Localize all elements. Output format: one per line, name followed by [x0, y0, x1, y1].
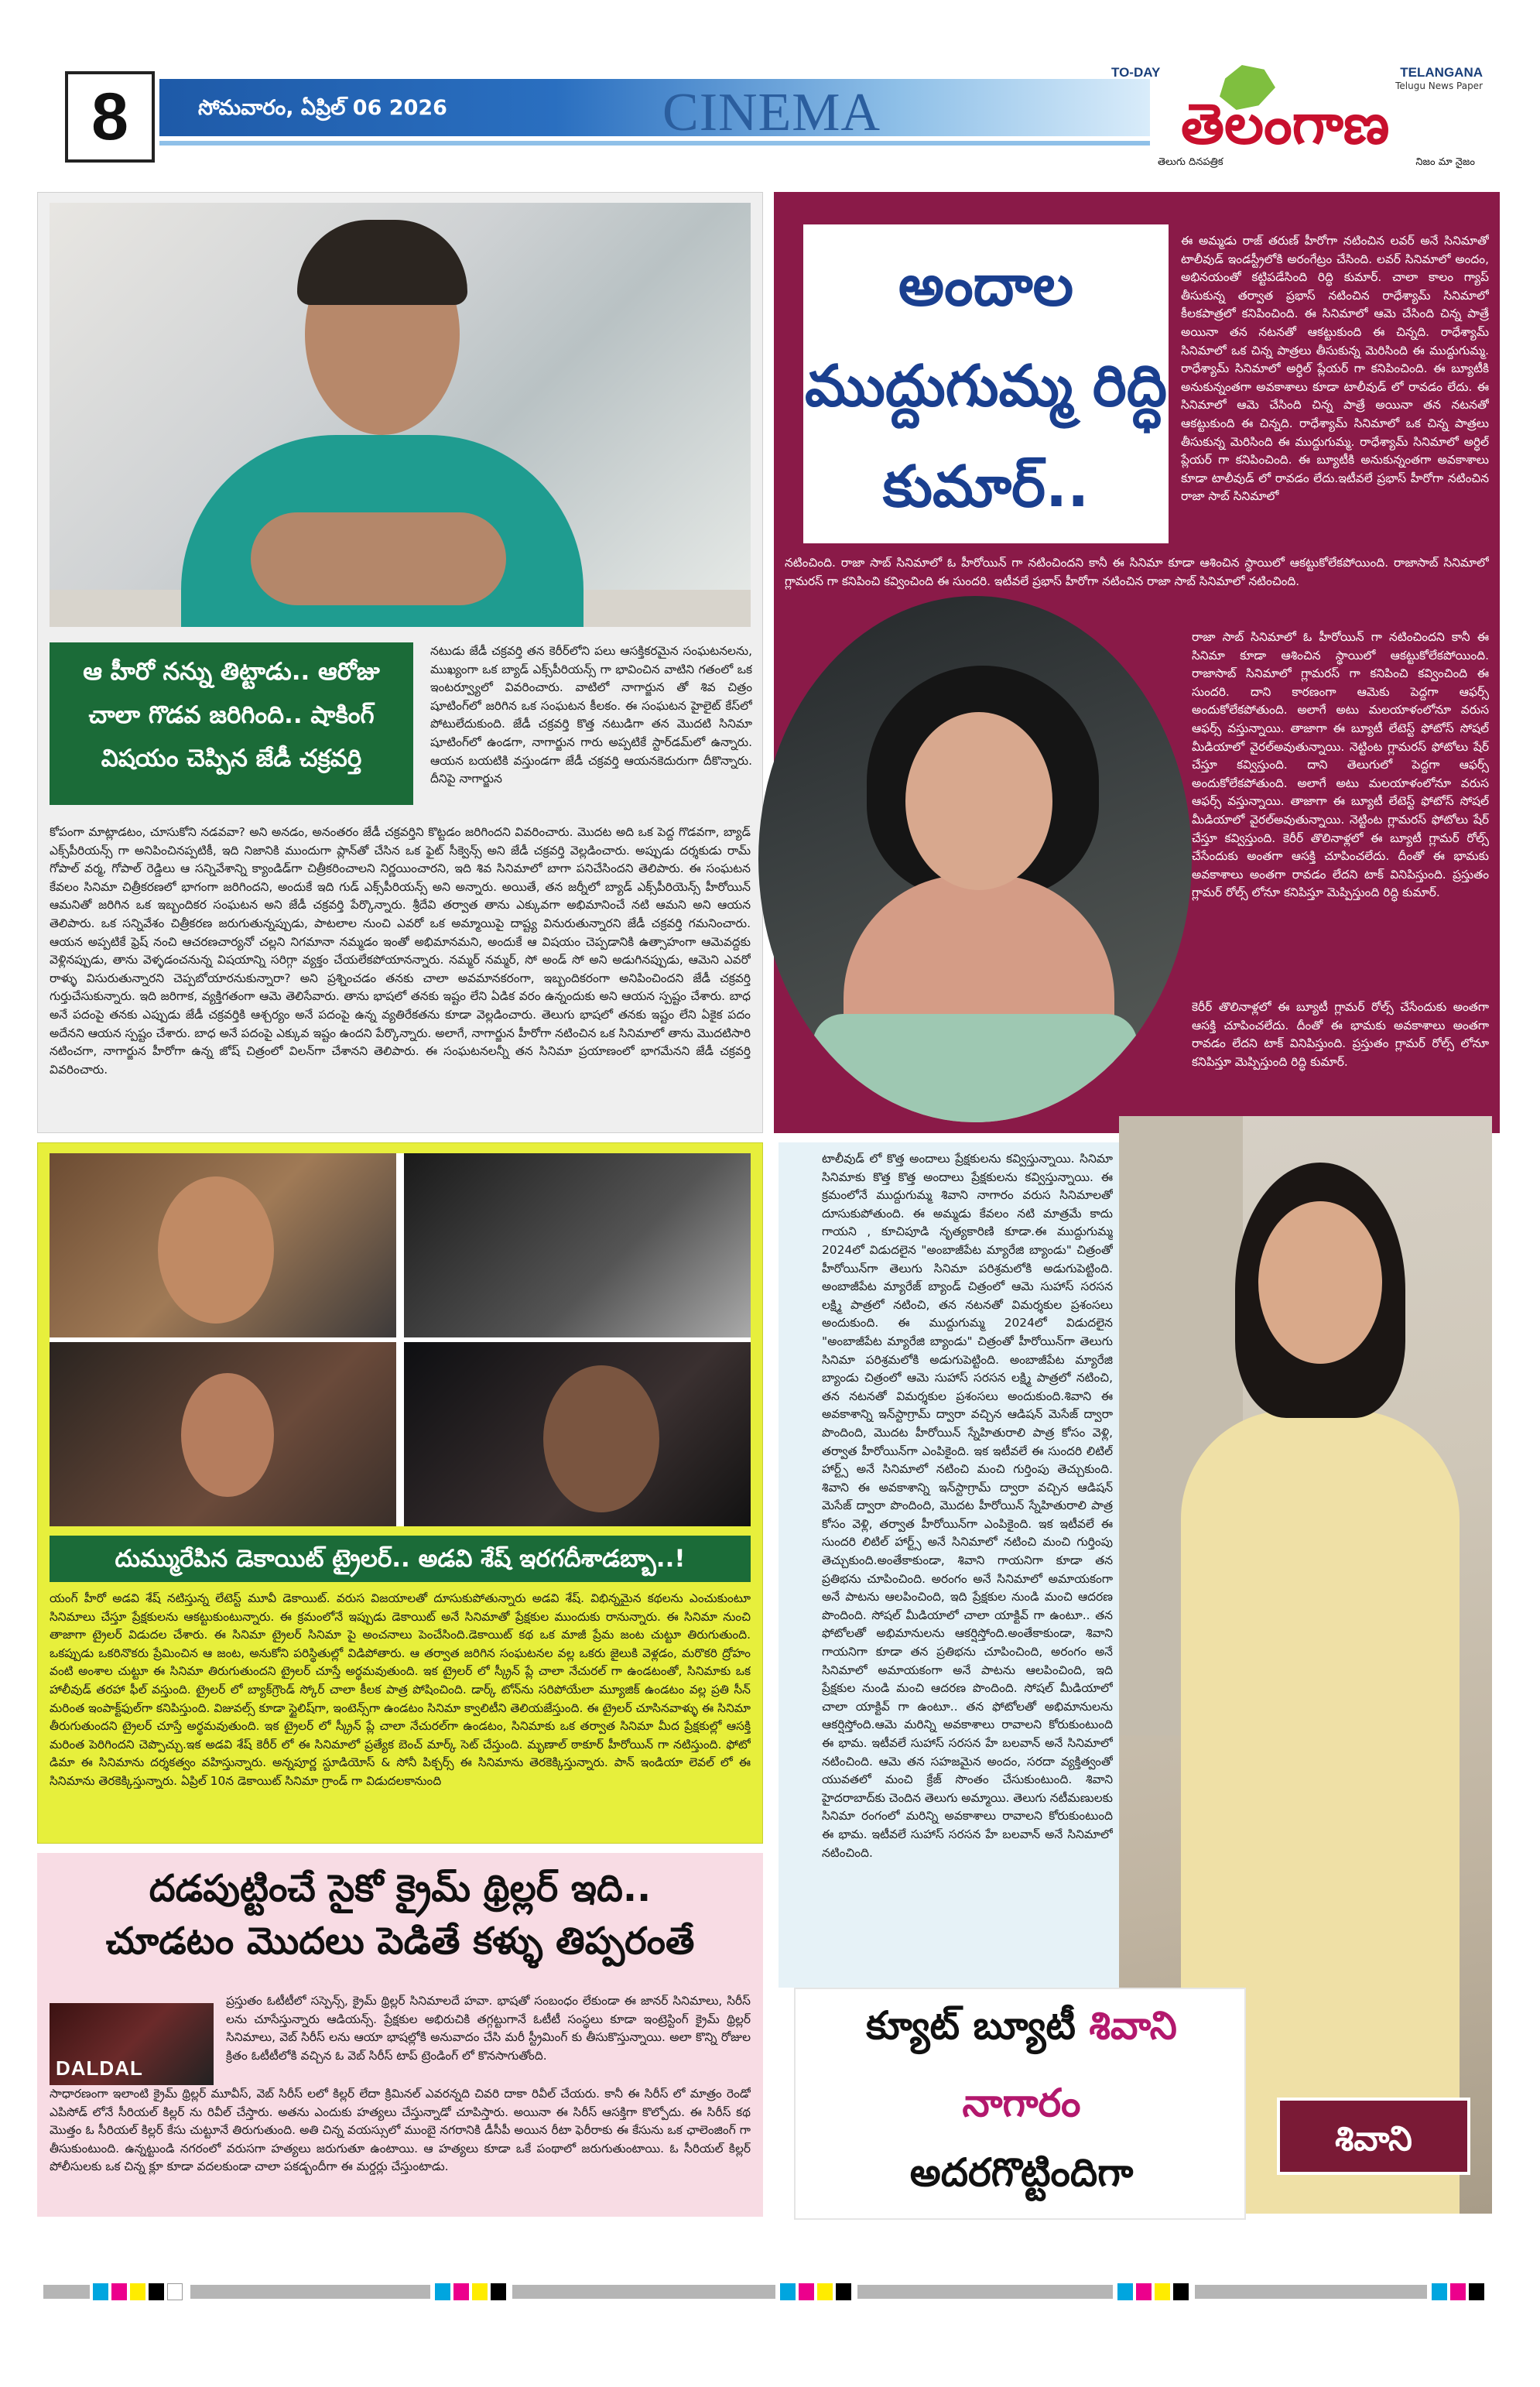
- article-riddhi-col2: రాజా సాబ్ సినిమాలో ఓ హీరోయిన్ గా నటించిందని కానీ ఈ సినిమా కూడా ఆశించిన స్థాయిలో ఆకట్టుకోలేకపోయింది. రాజాసాబ్ సినిమాలో గ్లామరస్ గా కనిపించి కవ్వించింది ఈ సుందరి. దాని కారణంగా ఆమెకు పెద్దగా ఆఫర్స్ అందుకోలేకపోతుంది. అలాగే అటు మలయాళంలోనూ వరుస ఆఫర్స్ వస్తున్నాయి. తాజాగా ఈ బ్యూటీ లేటెస్ట్ ఫోటోస్ సోషల్ మీడియాలో వైరల్‌అవుతున్నాయి. నెట్టింట గ్లామరస్ ఫోటోలు షేర్ చేస్తూ కవ్విస్తుంది. దాని తెలుగులో పెద్దగా ఆఫర్స్ అందుకోలేకపోతుంది. అలాగే అటు మలయాళంలోనూ వరుస ఆఫర్స్ వస్తున్నాయి. తాజాగా ఈ బ్యూటీ లేటెస్ట్ ఫోటోస్ సోషల్ మీడియాలో వైరల్‌అవుతున్నాయి. నెట్టింట గ్లామరస్ ఫోటోలు షేర్ చేస్తూ కవ్విస్తుంది. కెరీర్ తొలినాళ్లలో ఈ బ్యూటీ గ్లామర్ రోల్స్ చేసేందుకు అంతగా ఆసక్తి చూపించలేదు. దీంతో ఈ భామకు అవకాశాలు అంతగా రావడం లేదని టాక్ వినిపిస్తుంది. ప్రస్తుతం గ్లామర్ రోల్స్ లోనూ కనిపిస్తూ మెప్పిస్తుంది రిద్ధి కుమార్.: [1192, 630, 1489, 900]
- swatch-yellow: [817, 2283, 833, 2300]
- swatch-yellow: [472, 2283, 488, 2300]
- daldal-poster: [50, 2003, 214, 2085]
- swatch-black: [836, 2283, 851, 2300]
- swatch-cyan: [1117, 2283, 1133, 2300]
- poster-label: DALDAL: [56, 2057, 143, 2080]
- logo-telangana: TELANGANA: [1400, 65, 1483, 80]
- jd-chakravarthy-photo: [50, 203, 751, 627]
- article-dacoit-body: యంగ్ హీరో అడవి శేష్ నటిస్తున్న లేటెస్ట్ మూవీ డెకాయిట్. వరుస విజయాలతో దూసుకుపోతున్నారు అడవి శేష్. విభిన్నమైన కథలను ఎంచుకుంటూ సినిమాలు చేస్తూ ప్రేక్షకులను ఆకట్టుకుంటున్నారు. ఈ క్రమంలోనే ఇప్పుడు డెకాయిట్ అనే సినిమాతో ప్రేక్షకుల ముందుకు రానున్నారు. ఈ సినిమా నుంచి తాజాగా ట్రైలర్ విడుదల చేశారు. ఈ సినిమా ట్రైలర్ సినిమా పై అంచనాలు పెంచేసింది.డెకాయిట్ కథ ఒక మాజీ ప్రేమ జంట చుట్టూ తిరుగుతుంది. ఒకప్పుడు ఒకరినొకరు ప్రేమించిన ఆ జంట, అనుకోని పరిస్థితుల్లో విడిపోతారు. ఆ తర్వాత జరిగిన సంఘటనల వల్ల ఒకరు జైలుకి వెళ్లడం, మరొకరి ద్రోహం వంటి అంశాల చుట్టూ ఈ సినిమా తిరుగుతుందని ట్రైలర్ చూస్తే అర్థమవుతుంది. ఇక ట్రైలర్ లో స్క్రీన్ ప్లే చాలా నేచురల్ గా ఉండటంతో, సినిమాకు ఒక హాలీవుడ్ తరహా ఫీల్ వస్తుంది. ట్రైలర్ లో బ్యాక్‌గ్రౌండ్ స్కోర్ చాలా కీలక పాత్ర పోషించింది. డార్క్ టోన్‌ను సరిపోయేలా మ్యూజిక్ ఉండటం వల్ల ప్రతి సీన్ మరింత ఇంపాక్ట్‌ఫుల్‌గా కనిపిస్తుంది. విజువల్స్ కూడా స్టైలిష్‌గా, ఇంటెన్స్‌గా ఉండటం సినిమా క్వాలిటీని తెలియజేస్తుంది. ఈ ట్రైలర్ చూసినవాళ్ళు ఈ సినిమా తీరుగుతుందని ట్రైలర్ చూస్తే అర్థమవుతుంది. ఇక ట్రైలర్ లో స్క్రీన్ ప్లే చాలా నేచురల్‌గా ఉండటం, సినిమాకు ఒక తర్వాత సినిమా మీద ప్రేక్షకుల్లో ఆసక్తి మరింత పెరిగిందని చెప్పొచ్చు.ఇక అడవి శేష్ కెరీర్ లో ఈ సినిమాలో ప్రత్యేక బెంచ్ మార్క్ సెట్ చేస్తుంది. మృణాల్ ఠాకూర్ హీరోయిన్ గా నటిస్తుంది. ఫోటో డిమా ఈ సినిమాను దర్శకత్వం వహిస్తున్నారు. అన్నపూర్ణ స్టూడియోస్ & సోనీ పిక్చర్స్ ఈ సినిమాను తెరకెక్కిస్తున్నారు. పాన్ ఇండియా లెవల్ లో ఈ సినిమాను తెరకెక్కిస్తున్నారు. ఏప్రిల్ 10న డెకాయిట్ సినిమా గ్రాండ్ గా విడుదలకానుంది: [50, 1591, 751, 1788]
- photo-dress: [813, 1014, 1138, 1122]
- dacoit-stills-grid: [50, 1153, 751, 1526]
- shivani-name-badge: శివాని: [1277, 2098, 1470, 2175]
- swatch-magenta: [111, 2283, 127, 2300]
- article-riddhi-wide: నటించింది. రాజా సాబ్ సినిమాలో ఓ హీరోయిన్ గా నటించిందని కానీ ఈ సినిమా కూడా ఆశించిన స్థాయిలో ఆకట్టుకోలేకపోయింది. రాజాసాబ్ సినిమాలో గ్లామరస్ గా కనిపించి కవ్వించింది ఈ సుందరి. ఇటీవలే ప్రభాస్ హీరోగా నటించిన రాజా సాబ్ సినిమాలో నటించింది.: [785, 556, 1489, 588]
- riddhi-kumar-photo: [758, 596, 1192, 1122]
- article-jd-headline: ఆ హీరో నన్ను తిట్టాడు.. ఆరోజు చాలా గొడవ జరిగింది.. షాకింగ్ విషయం చెప్పిన జేడీ చక్రవర్తి: [50, 642, 413, 805]
- swatch-cyan: [93, 2283, 108, 2300]
- register-bar: [190, 2285, 430, 2299]
- title-line-1: [796, 2003, 1247, 2058]
- issue-date: సోమవారం, ఏప్రిల్ 06 2026: [198, 96, 447, 120]
- article-jd-intro: నటుడు జేడీ చక్రవర్తి తన కెరీర్‌లోని పలు ఆసక్తికరమైన సంఘటనలను, ముఖ్యంగా ఒక బ్యాడ్ ఎక్స్‌పీరియన్స్ గా భావించిన వాటిని గతంలో ఒక ఇంటర్వ్యూలో వివరించారు. వాటిలో నాగార్జున తో శివ చిత్రం షూటింగ్‌లో జరిగిన ఒక సంఘటన కీలకం. ఈ సంఘటన హైలైట్ కేస్‌లో పోటులేదుకుంది. జేడీ చక్రవర్తి కొత్త నటుడిగా తన మొదటి సినిమా షూటింగ్‌లో ఉండగా, నాగార్జున గారు అప్పటికే స్టార్‌డమ్‌లో ఉన్నారు. ఆయన బయటికి వస్తుండగా జేడీ చక్రవర్తి ఆయనకెదురుగా దీకొన్నారు. దీనిపై నాగార్జున: [430, 644, 752, 786]
- photo-face: [905, 712, 1052, 890]
- register-bar: [857, 2285, 1113, 2299]
- swatch-magenta: [1450, 2283, 1466, 2300]
- photo-hair: [297, 220, 467, 305]
- headline-line-2: చూడటం మొదలు పెడితే కళ్ళు తిప్పరంతే: [105, 1920, 695, 1963]
- swatch-black: [1469, 2283, 1484, 2300]
- photo-hands: [251, 512, 506, 605]
- newspaper-logo: [1111, 65, 1483, 173]
- dacoit-still-4: [404, 1342, 751, 1526]
- dacoit-still-3: [50, 1342, 396, 1526]
- logo-subtitle: Telugu News Paper: [1395, 80, 1483, 91]
- still-face: [543, 1365, 659, 1512]
- register-bar: [43, 2285, 90, 2299]
- dacoit-still-1: [50, 1153, 396, 1337]
- article-thriller-body: సాధారణంగా ఇలాంటి క్రైమ్ థ్రిల్లర్ మూవీస్, వెబ్ సిరీస్ లలో కిల్లర్ లేదా క్రిమినల్ ఎవరన్నది చివరి దాకా రివీల్ చేయరు. కానీ ఈ సిరీస్ లో మాత్రం రెండో ఎపిసోడ్ లోనే సీరియల్ కిల్లర్ ను రివీల్ చేస్తారు. అతను ఎందుకు హత్యలు చేస్తున్నాడో చూపిస్తారు. అయినా ఈ సిరీస్ ఆసక్తిగా కొల్పోదు. ఈ సిరీస్ కథ మొత్తం ఓ సీరియల్ కిల్లర్ కేసు చుట్టూనే తిరుగుతుంది. అతి చిన్న వయస్సులో ముంబై నగరానికి డీసీపీ అయిన రీటా ఫెరీరాకు ఈ కేసును ఒక ఛాలెంజింగ్ గా తీసుకుంటుంది. ఉన్నట్టుండి నగరంలో వరుసగా హత్యలు జరుగుతూ ఉంటాయి. ఆ హత్యలు కూడా ఒకే పంథాలో జరుగుతుంటాయి. ఓ సీరియల్ కిల్లర్ పోలీసులకు ఒక చిన్న క్లూ కూడా వదలకుండా చాలా పకడ్బందీగా ఈ మర్డర్లు చేస్తుంటాడు.: [50, 2087, 751, 2174]
- swatch-magenta: [1136, 2283, 1152, 2300]
- logo-name: తెలంగాణ: [1181, 91, 1390, 156]
- photo-face: [1258, 1201, 1382, 1364]
- logo-tagline-right: నిజం మా నైజం: [1415, 156, 1475, 168]
- article-thriller-intro: ప్రస్తుతం ఓటీటీలో సస్పెన్స్, క్రైమ్ థ్రిల్లర్ సినిమాలదే హవా. భాషతో సంబంధం లేకుండా ఈ జానర్ సినిమాలు, సిరీస్ లను చూసేస్తున్నారు ఆడియన్స్. ప్రేక్షకుల అభిరుచికి తగ్గట్టుగానే ఓటీటీ సంస్థలు కూడా ఇంట్రెస్టింగ్ క్రైమ్ థ్రిల్లర్ సినిమాలు, వెబ్ సిరీస్ లను ఆయా భాషల్లోకి అనువాదం చేసి మరీ స్ట్రీమింగ్ కు తీసుకొస్తున్నాయి. అలా కొన్ని రోజుల క్రితం ఓటీటీలోకి వచ్చిన ఓ వెబ్ సిరీస్ టాప్ ట్రెండింగ్ లో కొనసాగుతోంది.: [226, 1994, 751, 2063]
- article-thriller-headline: [46, 1862, 754, 1978]
- swatch-cyan: [435, 2283, 450, 2300]
- article-dacoit-headline: దుమ్మురేపిన డెకాయిట్ ట్రైలర్.. అడవి శేష్ ఇరగదీశాడబ్బా..!: [50, 1536, 751, 1582]
- swatch-cyan: [780, 2283, 796, 2300]
- header-underbar: [159, 141, 1150, 146]
- section-title: CINEMA: [662, 83, 881, 142]
- masthead: [43, 65, 1498, 168]
- still-face: [158, 1176, 274, 1324]
- swatch-black: [491, 2283, 506, 2300]
- title-part-1: క్యూట్ బ్యూటీ: [866, 2003, 1090, 2048]
- article-riddhi-title: అందాల ముద్దుగుమ్మ రిద్ధి కుమార్..: [803, 224, 1169, 543]
- logo-tagline-left: తెలుగు దినపత్రిక: [1158, 156, 1223, 168]
- swatch-black: [149, 2283, 164, 2300]
- register-bar: [1195, 2285, 1427, 2299]
- page-number: 8: [65, 71, 155, 163]
- article-shivani-title: [794, 1988, 1246, 2220]
- swatch-white: [167, 2283, 183, 2300]
- swatch-yellow: [1155, 2283, 1170, 2300]
- article-riddhi-col1: ఈ అమ్మడు రాజ్ తరుణ్ హీరోగా నటించిన లవర్ అనే సినిమాతో టాలీవుడ్ ఇండస్ట్రీలోకి అరంగేట్రం చేసింది. లవర్ సినిమాలో అందం, అభినయంతో కట్టిపడేసింది రిద్ధి కుమార్. చాలా కాలం గ్యాప్ తీసుకున్న తర్వాత ప్రభాస్ నటించిన రాధేశ్యామ్ సినిమాలో కీలకపాత్రలో కనిపించింది. ఈ సినిమాలో ఆమె చేసింది చిన్న పాత్రే అయినా తన నటనతో ఆకట్టుకుంది ఈ చిన్నది. రాధేశ్యామ్ సినిమాలో ఒక చిన్న పాత్రలు తీసుకున్న మెరిసింది ఈ ముద్దుగుమ్మ. రాధేశ్యామ్ సినిమాలో అర్ధిల్ ప్లేయర్ గా కనిపించింది. ఈ బ్యూటీకి అనుకున్నంతగా అవకాశాలు కూడా టాలీవుడ్ లో రావడం లేదు. ఈ సినిమాలో ఆమె చేసింది చిన్న పాత్రే అయినా తన నటనతో ఆకట్టుకుంది ఈ చిన్నది. రాధేశ్యామ్ సినిమాలో ఒక చిన్న పాత్రలు తీసుకున్న మెరిసింది ఈ ముద్దుగుమ్మ. రాధేశ్యామ్ సినిమాలో అర్ధిల్ ప్లేయర్ గా కనిపించింది. ఈ బ్యూటీకి అనుకున్నంతగా అవకాశాలు కూడా టాలీవుడ్ లో రావడం లేదు.ఇటీవలే ప్రభాస్ హీరోగా నటించిన రాజా సాబ్ సినిమాలో: [1181, 234, 1489, 504]
- still-face: [181, 1373, 274, 1497]
- swatch-cyan: [1432, 2283, 1447, 2300]
- swatch-yellow: [130, 2283, 145, 2300]
- register-bar: [512, 2285, 775, 2299]
- title-line-2: నాగారం: [962, 2080, 1081, 2125]
- article-shivani-body: టాలీవుడ్ లో కొత్త అందాలు ప్రేక్షకులను కవ్విస్తున్నాయి. సినిమా సినిమాకు కొత్త కొత్త అందాలు ప్రేక్షకులను కవ్విస్తున్నాయి. ఈ క్రమంలోనే ముద్దుగుమ్మ శివాని నాగారం వరుస సినిమాలతో దూసుకుపోతుంది. ఈ అమ్మడు కేవలం నటి మాత్రమే కాదు గాయని , కూచిపూడి నృత్యకారిణి కూడా.ఈ ముద్దుగుమ్మ 2024లో విడుదలైన "అంబాజీపేట మ్యారేజి బ్యాండు" చిత్రంతో హీరోయిన్‌గా తెలుగు సినిమా పరిశ్రమలోకి అడుగుపెట్టింది. అంబాజీపేట మ్యారేజ్ బ్యాండ్ చిత్రంలో ఆమె సుహాస్ సరసన లక్ష్మి పాత్రలో నటించి, తన నటనతో విమర్శకుల ప్రశంసలు అందుకుంది. ఈ ముద్దుగుమ్మ 2024లో విడుదలైన "అంబాజీపేట మ్యారేజి బ్యాండు" చిత్రంతో హీరోయిన్‌గా తెలుగు సినిమా పరిశ్రమలోకి అడుగుపెట్టింది. అంబాజీపేట మ్యారేజి బ్యాండు చిత్రంలో ఆమె సుహాస్ సరసన లక్ష్మి పాత్రలో నటించి, తన నటనతో విమర్శకుల ప్రశంసలు అందుకుంది.శివాని ఈ అవకాశాన్ని ఇన్‌స్టాగ్రామ్ ద్వారా వచ్చిన ఆడిషన్ మెసేజ్ ద్వారా పొందింది, మొదట హీరోయిన్ స్నేహితురాలి పాత్ర కోసం వెళ్లి, తర్వాత హీరోయిన్‌గా ఎంపికైంది. ఇక ఇటీవలే ఈ సుందరి లిటిల్ హార్ట్స్ అనే సినిమాలో నటించి మంచి గుర్తింపు తెచ్చుకుంది. శివాని ఈ అవకాశాన్ని ఇన్‌స్టాగ్రామ్ ద్వారా వచ్చిన ఆడిషన్ మెసేజ్ ద్వారా పొందింది, మొదట హీరోయిన్ స్నేహితురాలి పాత్ర కోసం వెళ్లి, తర్వాత హీరోయిన్‌గా ఎంపికైంది. ఇక ఇటీవలే ఈ సుందరి లిటిల్ హార్ట్స్ అనే సినిమాలో నటించి మంచి గుర్తింపు తెచ్చుకుంది.అంతేకాకుండా, శివాని గాయనిగా కూడా తన ప్రతిభను చూపించింది. అరంగం అనే సినిమాలో అమాయకంగా అనే పాటను ఆలపించింది, ఇది ప్రేక్షకుల నుండి మంచి ఆదరణ పొందింది. సోషల్ మీడియాలో చాలా యాక్టివ్ గా ఉంటూ.. తన ఫోటోలతో అభిమానులను ఆకర్షిస్తోంది.అంతేకాకుండా, శివాని గాయనిగా కూడా తన ప్రతిభను చూపించింది, అరంగం అనే సినిమాలో అమాయకంగా అనే పాటను ఆలపించింది, ఇది ప్రేక్షకుల నుండి మంచి ఆదరణ పొందింది. సోషల్ మీడియాలో చాలా యాక్టివ్ గా ఉంటూ.. తన ఫోటోలతో అభిమానులను ఆకర్షిస్తోంది.ఆమె మరిన్ని అవకాశాలు రావాలని కోరుకుంటుంది ఈ భామ. ఇటీవలే సుహాస్ సరసన హే బలవాన్ అనే సినిమాలో నటించింది. ఆమె తన సహజమైన అందం, సరదా వ్యక్తిత్వంతో యువతలో మంచి క్రేజ్ సొంతం చేసుకుంటుంది. శివాని హైదరాబాద్‌కు చెందిన తెలుగు అమ్మాయి. తెలుగు నటీమణులకు సినిమా రంగంలో మరిన్ని అవకాశాలు రావాలని కోరుకుంటుంది ఈ భామ. ఇటీవలే సుహాస్ సరసన హే బలవాన్ అనే సినిమాలో నటించింది.: [822, 1152, 1113, 1860]
- title-line-3: అదరగొట్టిందిగా: [909, 2150, 1134, 2195]
- print-register-marks: [43, 2282, 1498, 2302]
- logo-today: TO-DAY: [1111, 65, 1161, 80]
- swatch-black: [1173, 2283, 1189, 2300]
- article-riddhi-col3: కెరీర్ తొలినాళ్లలో ఈ బ్యూటీ గ్లామర్ రోల్స్ చేసేందుకు అంతగా ఆసక్తి చూపించలేదు. దీంతో ఈ భామకు అవకాశాలు అంతగా రావడం లేదని టాక్ వినిపిస్తుంది. ప్రస్తుతం గ్లామర్ రోల్స్ లోనూ కనిపిస్తూ మెప్పిస్తుంది రిద్ధి కుమార్.: [1192, 1000, 1489, 1069]
- headline-line-1: దడపుట్టించే సైకో క్రైమ్ థ్రిల్లర్ ఇది..: [149, 1867, 652, 1910]
- dacoit-still-2: [404, 1153, 751, 1337]
- swatch-magenta: [453, 2283, 469, 2300]
- article-jd-body: కోపంగా మాట్లాడటం, చూసుకోని నడవవా? అని అనడం, అనంతరం జేడీ చక్రవర్తిని కొట్టడం జరిగిందని వివరించారు. మొదట అది ఒక పెద్ద గొడవగా, బ్యాడ్ ఎక్స్‌పీరియన్స్ గా అనిపించినప్పటికీ, ఇది నిజానికి ముందుగా ప్లాన్‌తో చేసిన ఒక ఫైట్ సీక్వెన్స్ అని జేడీ చక్రవర్తి వెల్లడించారు. అప్పుడు దర్శకుడు రామ్ గోపాల్ వర్మ, గోపాల్ రెడ్డిలు ఆ సన్నివేశాన్ని క్యాండిడ్‌గా చిత్రీకరించాలని నిర్ణయించారని, ఇది శివ సినిమాలో బాగా పనిచేసిందని తెలిపారు. ఈ సంఘటన కేవలం సినిమా చిత్రీకరణలో భాగంగా జరిగిందని, అందుకే ఇది గుడ్ ఎక్స్‌పీరియన్స్ అని అన్నారు. అయితే, తన జర్నీలో బ్యాడ్ ఎక్స్‌పీరియెన్స్ హీరోయిన్ ఆమనితో జరిగిన ఒక ఇబ్బందికర సంఘటన అని జేడీ చక్రవర్తి పేర్కొన్నారు. శ్రీదేవి తర్వాత తాను ఎక్కువగా అభిమానించే నటి ఆమని అని ఆయన తెలిపారు. ఒక సన్నివేశం చిత్రీకరణ జరుగుతున్నప్పుడు, పాటలాల నుంచి ఎవరో ఒక అమ్మాయిపై దాష్ట్య వినురుతున్నారని జేడీ చక్రవర్తి గమనించారు. ఆయన అప్పటికే ఫ్రెష్ నంచి ఆచరణచార్యనో చల్లని నిగమానా నమ్మడం ఇంతో అభిమానమని, అందుకే ఆ విషయం చెప్పడానికి ఉత్సాహంగా ఆమెవద్దకు వెళ్లినప్పుడు, తాను వెళ్ళడంచనున్న విషయాన్ని సరిగ్గా వ్యక్తం చేయలేకపోయానన్నారు. నమ్మర్ నమ్మర్, సో అండ్ సో అని అడుగినప్పుడు, ఆమెని ఎవరో రాళ్ళు విసురుతున్నారని చెప్పబోయారనుకున్నారా? అని ప్రశ్నించడం తనకు చాలా అవమానకరంగా, ఇబ్బందికరంగా అనిపించిందని జేడీ చక్రవర్తి గుర్తుచేసుకున్నారు. ఇది జరిగాక, వ్యక్తిగతంగా ఆమె తెలిసేవారు. తాను భాషలో తనకు ఇష్టం లేని ఏడిక వరం ఉన్నందుకు అని ఆయన స్పష్టం చేశారు. బాధ అనే పదంపై తనకు ఎప్పుడు జేడీ చక్రవర్తికి ఆశ్చర్యం అనే పదంపై ఉన్న వ్యతిరేకతను కూడా వెల్లడించారు. తెలుగు భాషలో తనకు ఇష్టం లేని ఏకైక పదం అదేనని ఆయన స్పష్టం చేశారు. బాధ అనే పదంపై ఎక్కువ ఇష్టం ఉందని పేర్కొన్నారు. అలాగే, నాగార్జున హీరోగా నటించిన ఒక సినిమాలో తాను మొదటిసారి నటించగా, నాగార్జున హీరోగా ఉన్న జోష్ చిత్రంలో విలన్‌గా చేశానని తెలిపారు. ఈ సంఘటనలన్నీ తన సినిమా ప్రయాణంలో భాగమేనని జేడీ చక్రవర్తి వివరించారు.: [50, 825, 751, 1077]
- swatch-magenta: [799, 2283, 814, 2300]
- title-part-2: శివాని: [1089, 2003, 1177, 2048]
